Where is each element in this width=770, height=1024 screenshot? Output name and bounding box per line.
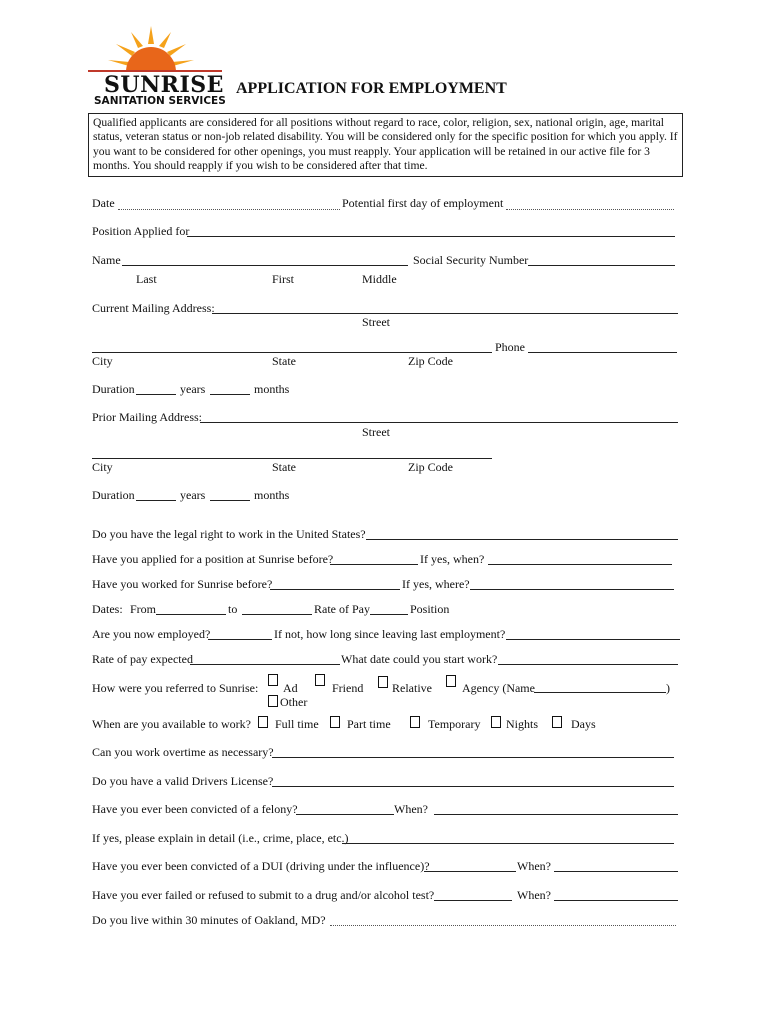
city-state-zip-field[interactable] [92,352,492,353]
available-question: When are you available to work? [92,717,251,731]
years-caption: years [180,382,206,396]
dui-question: Have you ever been convicted of a DUI (driving under the influence)? [92,859,430,873]
prior-label: Prior Mailing Address: [92,410,202,424]
temporary-label: Temporary [428,717,481,731]
prior-months-caption: months [254,488,290,502]
full-time-checkbox[interactable] [258,716,268,728]
overtime-question: Can you work overtime as necessary? [92,745,274,759]
phone-field[interactable] [528,352,677,353]
explain-question: If yes, please explain in detail (i.e., crime, place, etc.) [92,831,349,845]
dui-field[interactable] [424,871,516,872]
from-field[interactable] [156,614,226,615]
other-checkbox[interactable] [268,695,278,707]
logo-subtitle: SANITATION SERVICES [94,95,226,107]
city-caption: City [92,354,113,368]
prior-city-caption: City [92,460,113,474]
months-caption: months [254,382,290,396]
position-past-label: Position [410,602,450,616]
drug-question: Have you ever failed or refused to submit to a drug and/or alcohol test? [92,888,435,902]
sunrise-logo [86,24,226,74]
page-title: APPLICATION FOR EMPLOYMENT [236,80,507,97]
relative-checkbox[interactable] [378,676,388,688]
date-label: Date [92,196,115,210]
drug-field[interactable] [434,900,512,901]
start-label: What date could you start work? [341,652,498,666]
name-field[interactable] [122,265,408,266]
nights-label: Nights [506,717,539,731]
to-label: to [228,602,238,616]
nights-checkbox[interactable] [491,716,501,728]
prior-years-caption: years [180,488,206,502]
drug-when-field[interactable] [554,900,678,901]
if-not-label: If not, how long since leaving last employment? [274,627,506,641]
middle-caption: Middle [362,272,397,286]
oakland-question: Do you live within 30 minutes of Oakland, MD? [92,913,326,927]
other-label: Other [280,695,308,709]
felony-question: Have you ever been convicted of a felony? [92,802,298,816]
prior-city-state-zip-field[interactable] [92,458,492,459]
ad-checkbox[interactable] [268,674,278,686]
ssn-field[interactable] [528,265,675,266]
felony-when-field[interactable] [434,814,678,815]
overtime-field[interactable] [272,757,674,758]
rate-label: Rate of Pay [314,602,370,616]
ssn-label: Social Security Number [413,253,529,267]
rate-field[interactable] [370,614,408,615]
agency-label: Agency (Name [462,681,535,695]
worked-where-label: If yes, where? [402,577,470,591]
legal-field[interactable] [366,539,678,540]
worked-where-field[interactable] [470,589,674,590]
name-label: Name [92,253,121,267]
friend-checkbox[interactable] [315,674,325,686]
start-field[interactable] [498,664,678,665]
first-day-field[interactable] [506,209,674,210]
first-caption: First [272,272,295,286]
felony-when-label: When? [394,802,428,816]
license-question: Do you have a valid Drivers License? [92,774,274,788]
prior-field[interactable] [200,422,678,423]
full-time-label: Full time [275,717,319,731]
from-label: From [130,602,157,616]
drug-when-label: When? [517,888,551,902]
zip-caption: Zip Code [408,354,453,368]
position-label: Position Applied for [92,224,190,238]
prior-years-field[interactable] [136,500,176,501]
agency-close: ) [666,681,670,695]
date-field[interactable] [118,209,340,210]
oakland-field[interactable] [330,925,676,926]
employed-question: Are you now employed? [92,627,211,641]
employed-field[interactable] [208,639,272,640]
applied-when-field[interactable] [488,564,672,565]
legal-question: Do you have the legal right to work in the United States? [92,527,366,541]
dui-when-label: When? [517,859,551,873]
part-time-checkbox[interactable] [330,716,340,728]
dates-label: Dates: [92,602,123,616]
friend-label: Friend [332,681,364,695]
dui-when-field[interactable] [554,871,678,872]
mailing-field[interactable] [212,313,678,314]
street-caption: Street [362,315,390,329]
part-time-label: Part time [347,717,391,731]
phone-label: Phone [495,340,525,354]
referred-question: How were you referred to Sunrise: [92,681,259,695]
agency-field[interactable] [534,692,666,693]
agency-checkbox[interactable] [446,675,456,687]
to-field[interactable] [242,614,312,615]
relative-label: Relative [392,681,432,695]
days-label: Days [571,717,596,731]
mailing-label: Current Mailing Address: [92,301,215,315]
prior-state-caption: State [272,460,296,474]
intro-notice: Qualified applicants are considered for all positions without regard to race, color, religion, sex, national origin, age, marital status, veteran status or non-job related disability. You will be considered only for the specific position for which you apply. If you want to be considered for other openings, you must reapply. Your application will be retained in our active file for 3 months. You should reapply if you wish to be considered after that time. [88,113,683,177]
duration-months-field[interactable] [210,394,250,395]
ad-label: Ad [283,681,298,695]
duration-label: Duration [92,382,135,396]
prior-months-field[interactable] [210,500,250,501]
rate-expected-field[interactable] [190,664,340,665]
state-caption: State [272,354,296,368]
license-field[interactable] [272,786,674,787]
worked-question: Have you worked for Sunrise before? [92,577,273,591]
applied-when-label: If yes, when? [420,552,485,566]
position-field[interactable] [187,236,675,237]
rate-expected-label: Rate of pay expected [92,652,193,666]
logo-name: SUNRISE [104,72,224,98]
prior-duration-label: Duration [92,488,135,502]
prior-street-caption: Street [362,425,390,439]
first-day-label: Potential first day of employment [342,196,504,210]
explain-field[interactable] [342,843,674,844]
if-not-field[interactable] [506,639,680,640]
applied-question: Have you applied for a position at Sunrise before? [92,552,334,566]
worked-field[interactable] [270,589,400,590]
applied-field[interactable] [330,564,418,565]
temporary-checkbox[interactable] [410,716,420,728]
days-checkbox[interactable] [552,716,562,728]
last-caption: Last [136,272,157,286]
prior-zip-caption: Zip Code [408,460,453,474]
duration-years-field[interactable] [136,394,176,395]
felony-field[interactable] [296,814,394,815]
